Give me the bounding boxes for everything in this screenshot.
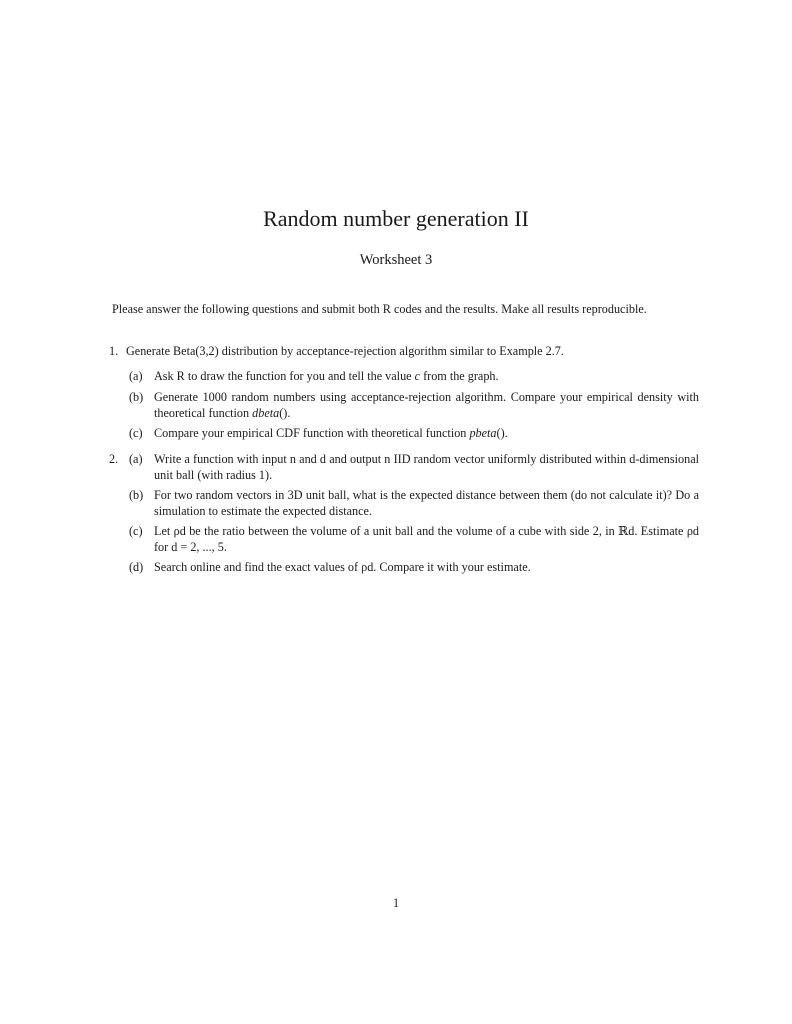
question-number: 2. — [109, 452, 119, 466]
part-text: Let ρd be the ratio between the volume of a unit ball and the volume of a cube with side 2, in ℝd. Estimate ρd for d = 2, ..., 5. — [154, 524, 699, 554]
question-number: 1. — [109, 344, 119, 358]
part-text: Write a function with input n and d and output n IID random vector uniformly distributed within d-dimensional unit ball (with radius 1). — [154, 452, 699, 482]
part-text: Search online and find the exact values of ρd. Compare it with your estimate. — [154, 560, 531, 574]
question-text: Generate Beta(3,2) distribution by acceptance-rejection algorithm similar to Example 2.7. — [126, 344, 564, 358]
part-label: (b) — [129, 390, 144, 404]
part-text: Ask R to draw the function for you and tell the value c from the graph. — [154, 369, 499, 383]
part-text: Compare your empirical CDF function with theoretical function pbeta(). — [154, 426, 508, 440]
page-subtitle: Worksheet 3 — [359, 252, 433, 268]
part-label: (a) — [129, 452, 143, 466]
part-text: For two random vectors in 3D unit ball, what is the expected distance between them (do not calculate it)? Do a simulation to estimate the expected distance. — [154, 488, 699, 518]
part-label: (b) — [129, 488, 144, 502]
page-title: Random number generation II — [263, 206, 529, 231]
intro-paragraph: Please answer the following questions and submit both R codes and the results. Make all results reproducible. — [112, 302, 647, 316]
part-label: (a) — [129, 369, 143, 383]
part-label: (d) — [129, 560, 144, 574]
part-text: Generate 1000 random numbers using acceptance-rejection algorithm. Compare your empirical density with theoretical function dbeta(). — [154, 390, 699, 420]
part-label: (c) — [129, 524, 143, 538]
page-number: 1 — [392, 896, 400, 910]
part-label: (c) — [129, 426, 143, 440]
